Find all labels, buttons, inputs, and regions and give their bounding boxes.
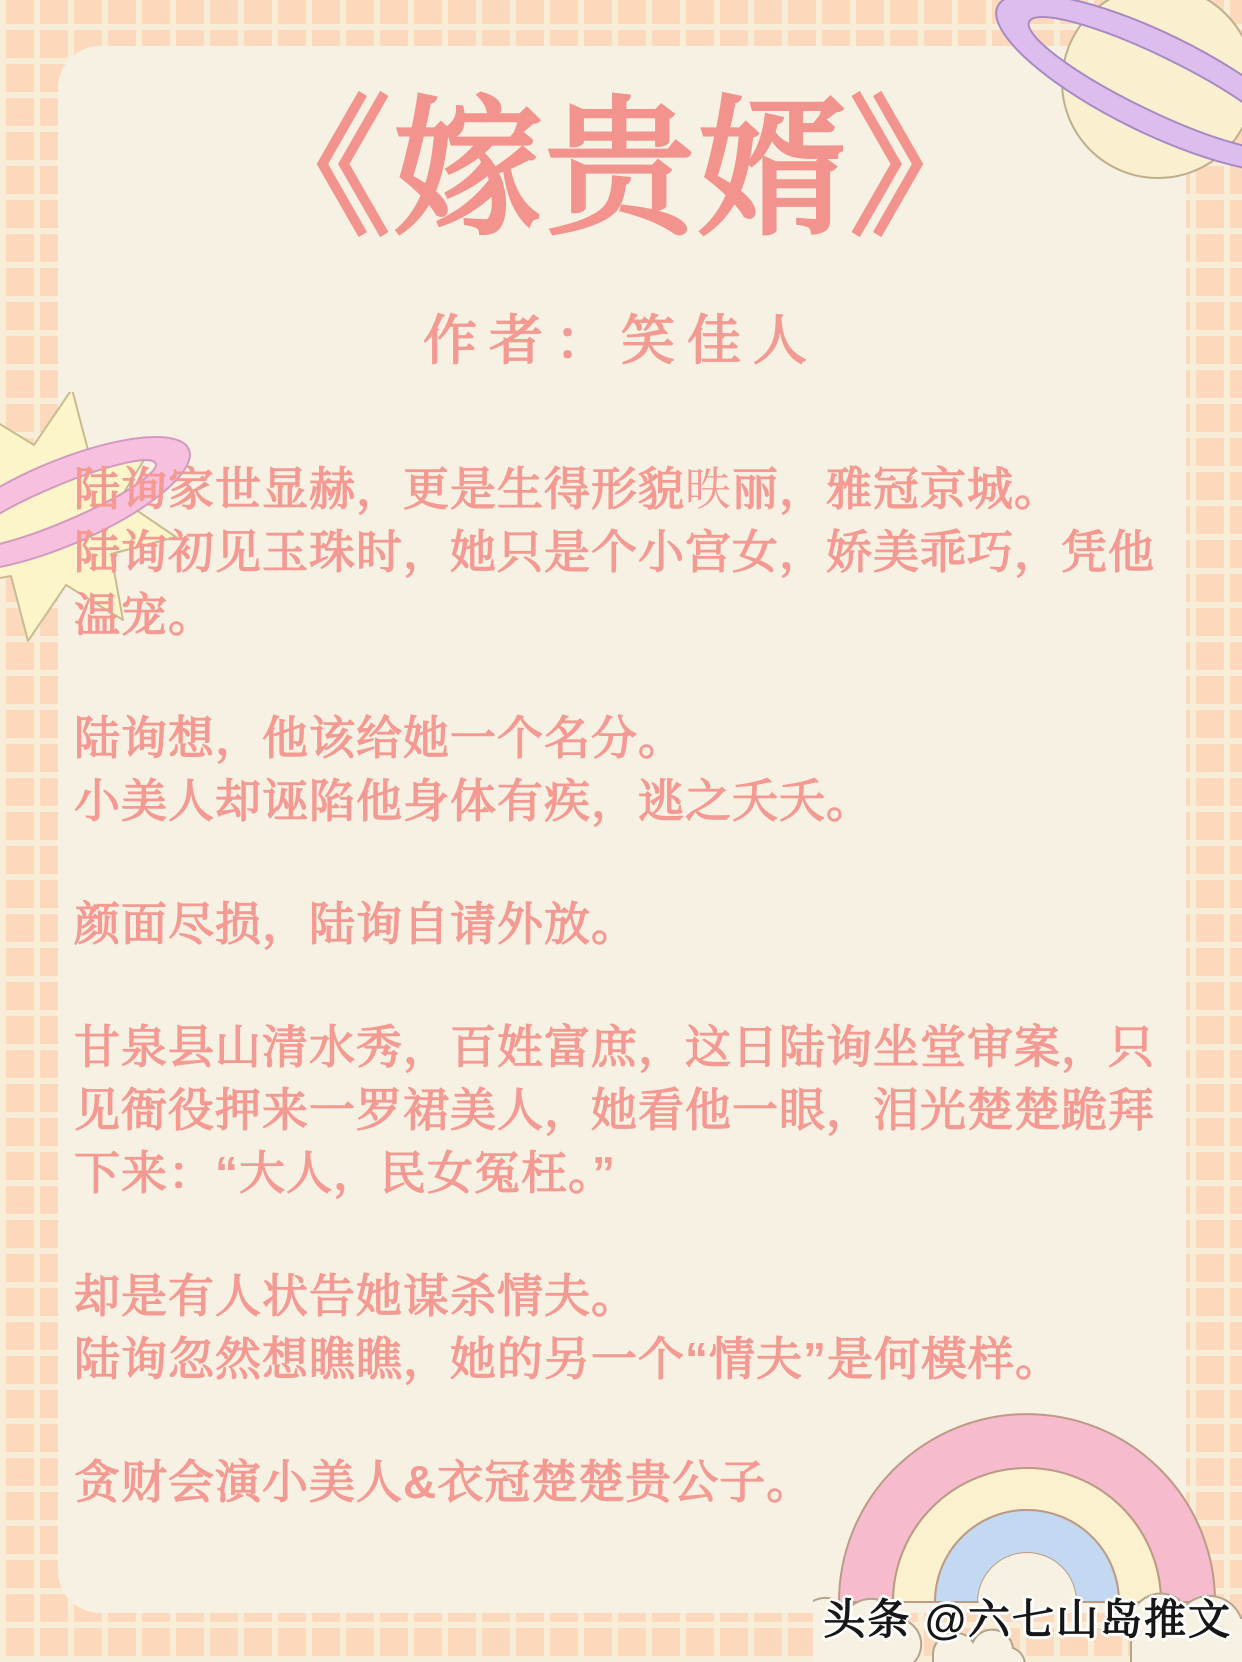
synopsis-paragraph — [74, 707, 1184, 833]
synopsis-line: 小美人却诬陷他身体有疾，逃之夭夭。 — [74, 775, 873, 827]
synopsis-line: 陆询初见玉珠时，她只是个小宫女，娇美乖巧，凭他 — [74, 526, 1155, 578]
author-line: 作者：笑佳人 — [423, 311, 819, 371]
synopsis-line — [74, 458, 1184, 521]
synopsis-paragraph — [74, 1016, 1184, 1205]
watermark: 头条 @六七山岛推文 — [823, 1596, 1232, 1643]
synopsis-line: 陆询忽然想瞧瞧，她的另一个“情夫”是何模样。 — [74, 1333, 1062, 1385]
synopsis-line: 见衙役押来一罗裙美人，她看他一眼，泪光楚楚跪拜 — [74, 1084, 1155, 1136]
synopsis-text-segment: 丽，雅冠京城。 — [732, 463, 1061, 515]
synopsis-text-segment: 陆询家世显赫，更是生得形貌 — [74, 463, 685, 515]
synopsis-paragraph — [74, 1265, 1184, 1391]
synopsis-line: 贪财会演小美人&衣冠楚楚贵公子。 — [74, 1456, 814, 1508]
synopsis-paragraph — [74, 893, 1184, 956]
synopsis-paragraph — [74, 458, 1184, 647]
synopsis-text-segment: 昳 — [685, 463, 732, 515]
synopsis-line: 却是有人状告她谋杀情夫。 — [74, 1270, 638, 1322]
synopsis-line: 陆询想，他该给她一个名分。 — [74, 712, 685, 764]
synopsis-line: 下来：“大人，民女冤枉。” — [74, 1147, 616, 1199]
synopsis-line: 甘泉县山清水秀，百姓富庶，这日陆询坐堂审案，只 — [74, 1021, 1155, 1073]
book-title: 《嫁贵婿》 — [240, 85, 1001, 253]
synopsis-line: 温宠。 — [74, 589, 215, 641]
synopsis-line: 颜面尽损，陆询自请外放。 — [74, 898, 638, 950]
